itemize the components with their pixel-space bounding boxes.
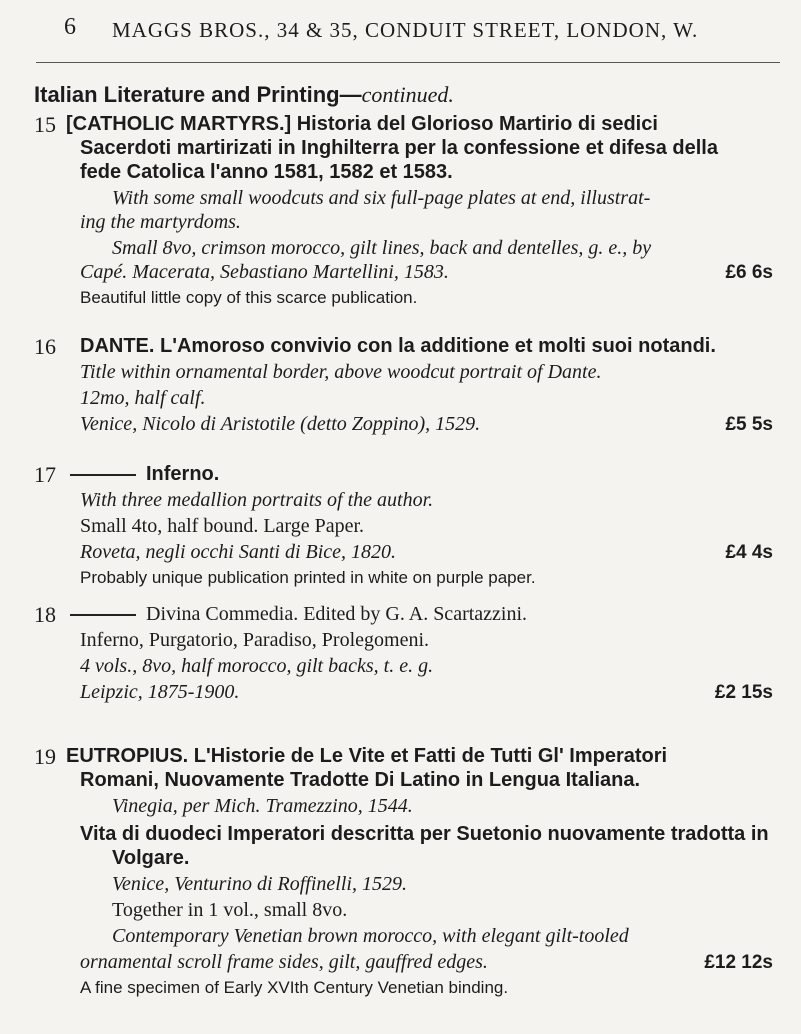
entry-contents: Inferno, Purgatorio, Paradiso, Prolegomeni.: [80, 629, 430, 651]
page-header: [0, 14, 801, 54]
entry-imprint: Capé. Macerata, Sebastiano Martellini, 1583.: [80, 261, 449, 283]
entry-note: A fine specimen of Early XVIth Century Venetian binding.: [80, 978, 509, 997]
entry-price: £12 12s: [704, 952, 773, 973]
entry-note: Beautiful little copy of this scarce publication.: [80, 288, 418, 307]
entry-number: 18: [34, 602, 56, 627]
entry-title-line: Volgare.: [112, 847, 190, 869]
entry-title-line: Divina Commedia. Edited by G. A. Scartazzini.: [146, 603, 528, 625]
entry-title-line: [CATHOLIC MARTYRS.] Historia del Glorioso Martirio di sedici: [66, 113, 658, 135]
entry-title-line: Romani, Nuovamente Tradotte Di Latino in Lengua Italiana.: [80, 769, 641, 791]
entry-title-line: EUTROPIUS. L'Historie de Le Vite et Fatti de Tutti Gl' Imperatori: [66, 745, 668, 767]
entry-description: With some small woodcuts and six full-page plates at end, illustrat-: [112, 187, 651, 209]
entry-price: £4 4s: [725, 542, 773, 563]
entry-price: £2 15s: [714, 682, 773, 703]
entry-imprint: Roveta, negli occhi Santi di Bice, 1820.: [80, 541, 397, 563]
entry-binding: 12mo, half calf.: [80, 387, 206, 409]
entry-title-line: Sacerdoti martirizati in Inghilterra per la confessione et difesa della: [80, 137, 718, 159]
entry-imprint: Venice, Nicolo di Aristotile (detto Zoppino), 1529.: [80, 413, 481, 435]
ditto-dash: [70, 474, 136, 476]
entry-description: ing the martyrdoms.: [80, 211, 241, 233]
section-continued: continued.: [361, 82, 454, 107]
entry-description: With three medallion portraits of the author.: [80, 489, 434, 511]
entry-title-line: Vita di duodeci Imperatori descritta per Suetonio nuovamente tradotta in: [80, 823, 769, 845]
entry-title-line: DANTE. L'Amoroso convivio con la additione et molti suoi notandi.: [80, 335, 716, 357]
entry-number: 16: [34, 334, 56, 359]
entry-description: Title within ornamental border, above woodcut portrait of Dante.: [80, 361, 602, 383]
entry-imprint: Leipzic, 1875-1900.: [80, 681, 240, 703]
ditto-dash: [70, 614, 136, 616]
entry-note: Probably unique publication printed in white on purple paper.: [80, 568, 536, 587]
entry-binding: Small 4to, half bound. Large Paper.: [80, 515, 365, 537]
running-head: MAGGS BROS., 34 & 35, CONDUIT STREET, LONDON, W.: [112, 18, 699, 42]
entry-binding: 4 vols., 8vo, half morocco, gilt backs, t. e. g.: [80, 655, 434, 677]
section-title: Italian Literature and Printing—continued.: [34, 82, 454, 107]
page-number: 6: [64, 14, 76, 40]
entry-title-line: Inferno.: [146, 463, 220, 485]
entry-imprint: Venice, Venturino di Roffinelli, 1529.: [112, 873, 407, 895]
entry-binding: Together in 1 vol., small 8vo.: [112, 899, 348, 921]
entry-price: £6 6s: [725, 262, 773, 283]
entry-number: 17: [34, 462, 56, 487]
entry-binding: Small 8vo, crimson morocco, gilt lines, back and dentelles, g. e., by: [112, 237, 652, 259]
entry-title-line: fede Catolica l'anno 1581, 1582 et 1583.: [80, 161, 453, 183]
entry-binding: ornamental scroll frame sides, gilt, gauffred edges.: [80, 951, 488, 973]
entry-binding: Contemporary Venetian brown morocco, with elegant gilt-tooled: [112, 925, 629, 947]
entry-price: £5 5s: [725, 414, 773, 435]
entry-imprint: Vinegia, per Mich. Tramezzino, 1544.: [112, 795, 413, 817]
entry-number: 15: [34, 112, 56, 137]
header-rule: [36, 62, 780, 63]
entry-number: 19: [34, 744, 56, 769]
